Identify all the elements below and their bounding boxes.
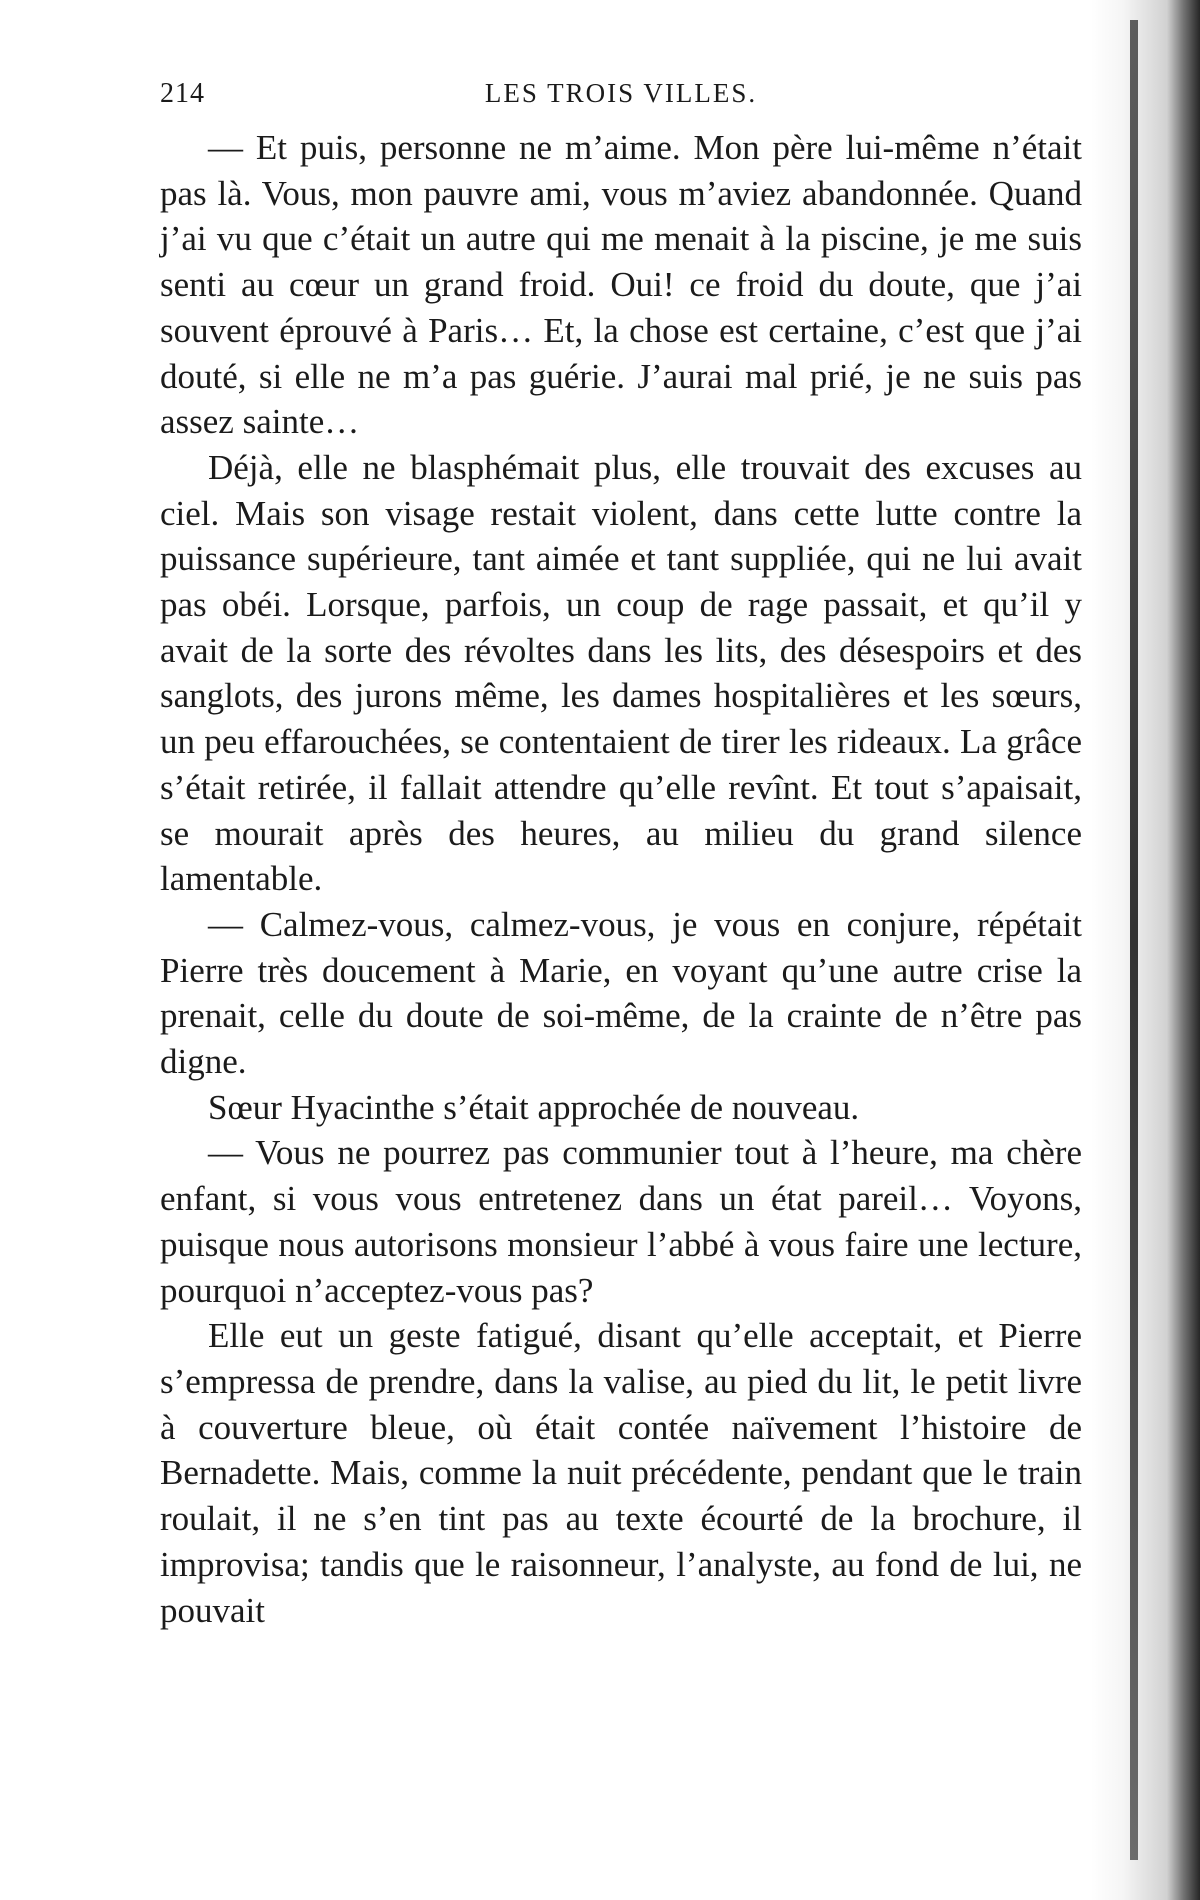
paragraph: Déjà, elle ne blasphémait plus, elle trouvait des excuses au ciel. Mais son visage restait violent, dans cette lutte contre la puissance supérieure, tant aimée et tant suppliée, qui ne lui avait pas obéi. Lorsque, parfois, un coup de rage passait, et qu’il y avait de la sorte des révoltes dans les lits, des désespoirs et des sanglots, des jurons même, les dames hospitalières et les sœurs, un peu effarouchées, se contentaient de tirer les rideaux. La grâce s’était retirée, il fallait attendre qu’elle revînt. Et tout s’apaisait, se mourait après des heures, au milieu du grand silence lamentable. bbox=[160, 447, 1082, 899]
paragraph: Elle eut un geste fatigué, disant qu’elle acceptait, et Pierre s’empressa de prendre, dans la valise, au pied du lit, le petit livre à couverture bleue, où était contée naïvement l’histoire de Bernadette. Mais, comme la nuit précédente, pendant que le train roulait, il ne s’en tint pas au texte écourté de la brochure, il improvisa; tandis que le raisonneur, l’analyste, au fond de lui, ne pouvait bbox=[160, 1316, 1082, 1630]
page-number: 214 bbox=[160, 78, 205, 109]
binding-edge bbox=[1130, 20, 1138, 1860]
body-text bbox=[160, 125, 1082, 1633]
paragraph: — Et puis, personne ne m’aime. Mon père lui-même n’était pas là. Vous, mon pauvre ami, vous m’aviez abandonnée. Quand j’ai vu que c’était un autre qui me menait à la piscine, je me suis senti au cœur un grand froid. Oui! ce froid du doute, que j’ai souvent éprouvé à Paris… Et, la chose est certaine, c’est que j’ai douté, si elle ne m’a pas guérie. J’aurai mal prié, je ne suis pas assez sainte… bbox=[160, 128, 1082, 442]
binding-shadow bbox=[1090, 0, 1200, 1900]
paragraph: Sœur Hyacinthe s’était approchée de nouveau. bbox=[208, 1087, 860, 1127]
running-title: LES TROIS VILLES. bbox=[484, 78, 758, 108]
page-header bbox=[160, 78, 1082, 118]
paragraph: — Vous ne pourrez pas communier tout à l’heure, ma chère enfant, si vous vous entretenez dans un état pareil… Voyons, puisque nous autorisons monsieur l’abbé à vous faire une lecture, pourquoi n’acceptez-vous pas? bbox=[160, 1133, 1082, 1310]
paragraph: — Calmez-vous, calmez-vous, je vous en conjure, répétait Pierre très doucement à Marie, en voyant qu’une autre crise la prenait, celle du doute de soi-même, de la crainte de n’être pas digne. bbox=[160, 904, 1082, 1082]
